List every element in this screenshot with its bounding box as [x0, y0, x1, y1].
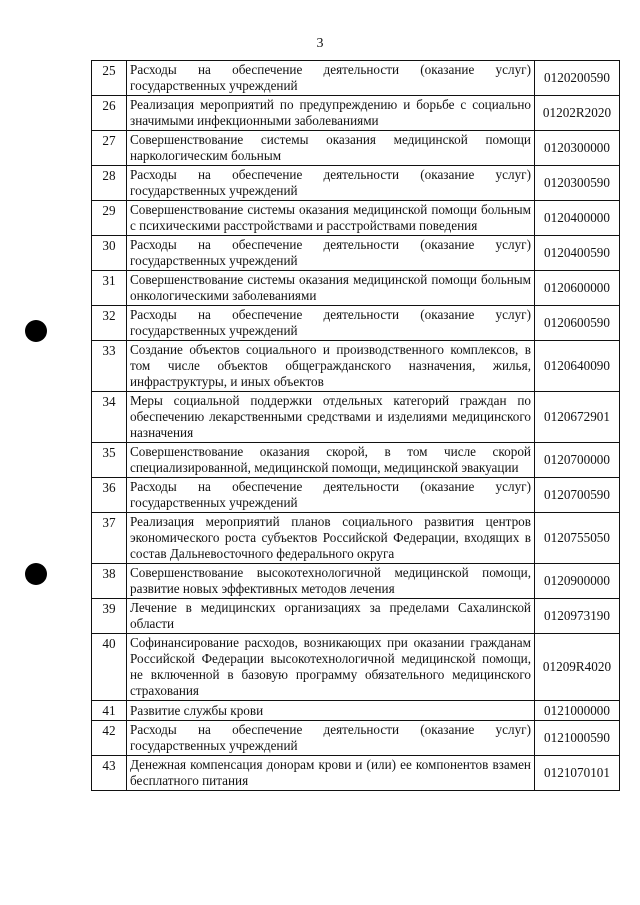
table-row	[92, 756, 620, 791]
row-code: 0120700000	[535, 443, 620, 478]
row-code: 0120700590	[535, 478, 620, 513]
row-name: Расходы на обеспечение деятельности (оказание услуг) государственных учреждений	[127, 166, 535, 201]
row-name: Реализация мероприятий по предупреждению и борьбе с социально значимыми инфекционными заболеваниями	[127, 96, 535, 131]
row-code: 0120200590	[535, 61, 620, 96]
table-row	[92, 513, 620, 564]
table-row	[92, 131, 620, 166]
row-code: 0120672901	[535, 392, 620, 443]
punch-hole-mark	[25, 563, 47, 585]
table-row	[92, 634, 620, 701]
table-row	[92, 96, 620, 131]
table-row	[92, 201, 620, 236]
row-number: 37	[92, 513, 127, 564]
row-code: 0121000590	[535, 721, 620, 756]
row-code: 0120640090	[535, 341, 620, 392]
row-code: 0120300000	[535, 131, 620, 166]
table-row	[92, 392, 620, 443]
row-name: Лечение в медицинских организациях за пределами Сахалинской области	[127, 599, 535, 634]
row-number: 36	[92, 478, 127, 513]
row-name: Совершенствование системы оказания медицинской помощи больным онкологическими заболеваниями	[127, 271, 535, 306]
row-number: 26	[92, 96, 127, 131]
table-row	[92, 306, 620, 341]
row-name: Расходы на обеспечение деятельности (оказание услуг) государственных учреждений	[127, 306, 535, 341]
row-number: 39	[92, 599, 127, 634]
table-row	[92, 701, 620, 721]
table-row	[92, 599, 620, 634]
row-name: Софинансирование расходов, возникающих при оказании гражданам Российской Федерации высокотехнологичной медицинской помощи, не включенной в базовую программу обязательного медицинского страхования	[127, 634, 535, 701]
row-name: Совершенствование высокотехнологичной медицинской помощи, развитие новых эффективных методов лечения	[127, 564, 535, 599]
row-code: 0120900000	[535, 564, 620, 599]
row-number: 28	[92, 166, 127, 201]
row-name: Реализация мероприятий планов социального развития центров экономического роста субъектов Российской Федерации, входящих в состав Дальневосточного федерального округа	[127, 513, 535, 564]
row-number: 33	[92, 341, 127, 392]
row-code: 0120400590	[535, 236, 620, 271]
row-number: 34	[92, 392, 127, 443]
row-code: 0120600000	[535, 271, 620, 306]
row-number: 41	[92, 701, 127, 721]
row-name: Расходы на обеспечение деятельности (оказание услуг) государственных учреждений	[127, 236, 535, 271]
table-row	[92, 236, 620, 271]
row-number: 29	[92, 201, 127, 236]
row-code: 0120973190	[535, 599, 620, 634]
row-code: 01202R2020	[535, 96, 620, 131]
table-row	[92, 721, 620, 756]
table-row	[92, 61, 620, 96]
row-code: 0120400000	[535, 201, 620, 236]
budget-code-table	[91, 60, 620, 791]
row-number: 27	[92, 131, 127, 166]
row-code: 0120300590	[535, 166, 620, 201]
table-row	[92, 443, 620, 478]
row-number: 40	[92, 634, 127, 701]
table-row	[92, 166, 620, 201]
row-name: Меры социальной поддержки отдельных категорий граждан по обеспечению лекарственными средствами и изделиями медицинского назначения	[127, 392, 535, 443]
row-number: 38	[92, 564, 127, 599]
row-number: 25	[92, 61, 127, 96]
row-name: Совершенствование оказания скорой, в том числе скорой специализированной, медицинской помощи, медицинской эвакуации	[127, 443, 535, 478]
row-name: Денежная компенсация донорам крови и (или) ее компонентов взамен бесплатного питания	[127, 756, 535, 791]
row-number: 31	[92, 271, 127, 306]
row-number: 30	[92, 236, 127, 271]
row-name: Расходы на обеспечение деятельности (оказание услуг) государственных учреждений	[127, 478, 535, 513]
row-code: 0120755050	[535, 513, 620, 564]
table-row	[92, 478, 620, 513]
row-code: 0121070101	[535, 756, 620, 791]
row-name: Совершенствование системы оказания медицинской помощи больным с психическими расстройствами и расстройствами поведения	[127, 201, 535, 236]
row-code: 01209R4020	[535, 634, 620, 701]
row-name: Развитие службы крови	[127, 701, 535, 721]
row-name: Расходы на обеспечение деятельности (оказание услуг) государственных учреждений	[127, 61, 535, 96]
table-row	[92, 271, 620, 306]
table-row	[92, 564, 620, 599]
page-number: 3	[316, 36, 324, 51]
row-name: Расходы на обеспечение деятельности (оказание услуг) государственных учреждений	[127, 721, 535, 756]
row-number: 43	[92, 756, 127, 791]
row-name: Совершенствование системы оказания медицинской помощи наркологическим больным	[127, 131, 535, 166]
table-row	[92, 341, 620, 392]
punch-hole-mark	[25, 320, 47, 342]
row-code: 0120600590	[535, 306, 620, 341]
row-number: 42	[92, 721, 127, 756]
row-number: 35	[92, 443, 127, 478]
row-code: 0121000000	[535, 701, 620, 721]
row-number: 32	[92, 306, 127, 341]
row-name: Создание объектов социального и производственного комплексов, в том числе объектов общегражданского назначения, жилья, инфраструктуры, и иных объектов	[127, 341, 535, 392]
